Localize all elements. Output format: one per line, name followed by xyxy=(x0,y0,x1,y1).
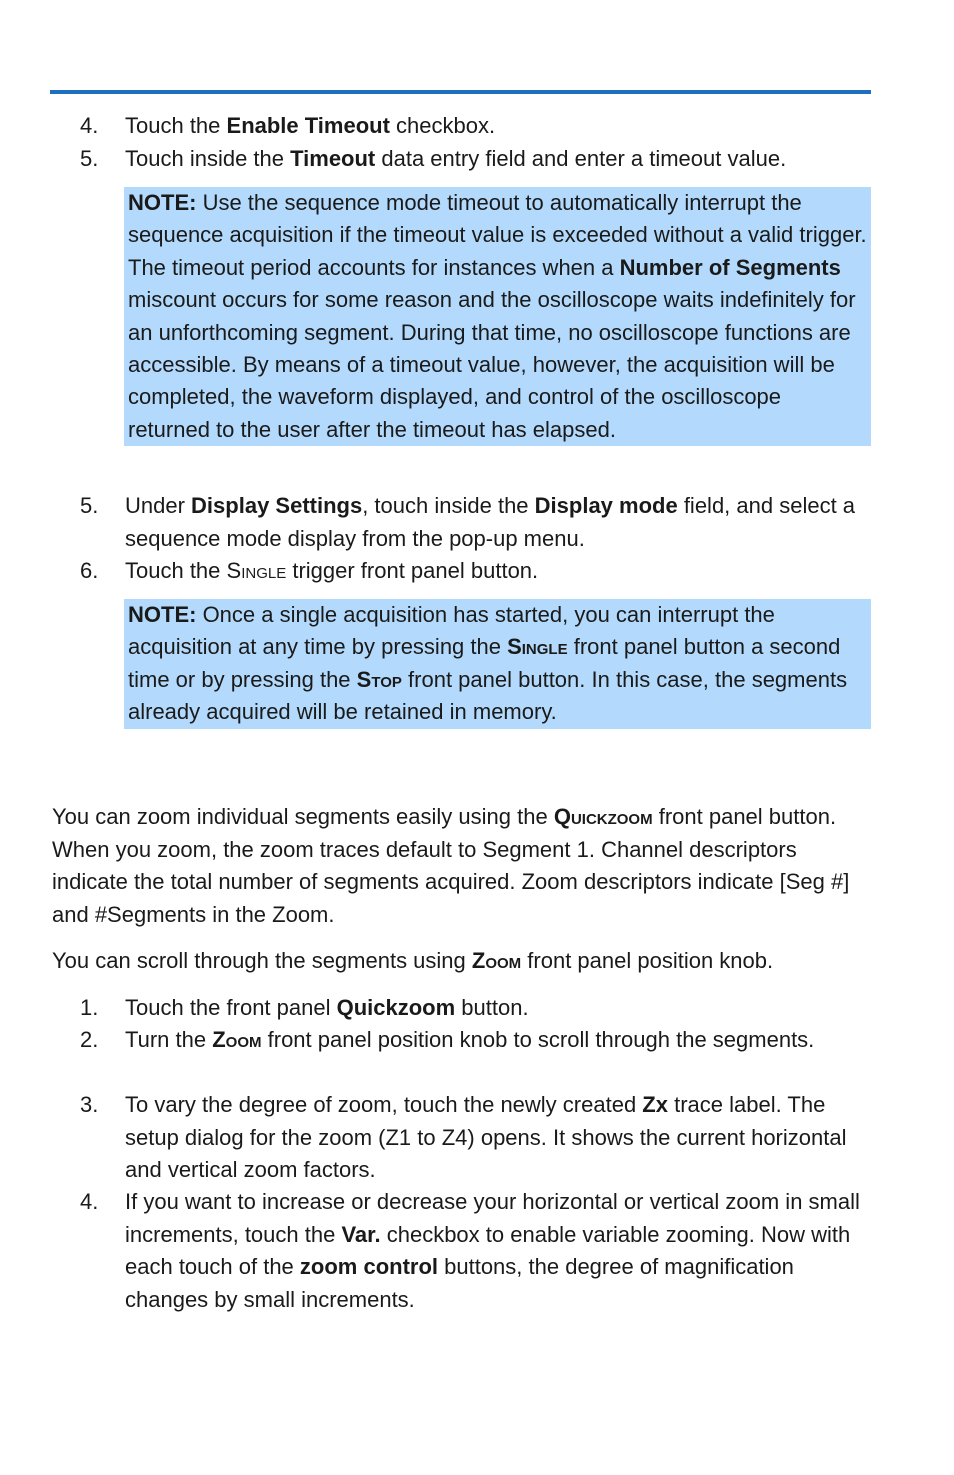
step-text xyxy=(125,1186,870,1316)
button-name: Stop xyxy=(356,666,402,692)
text-run: To vary the degree of zoom, touch the newly created xyxy=(125,1092,643,1117)
step-number: 2. xyxy=(80,1027,99,1052)
step-text xyxy=(125,555,870,588)
step-text xyxy=(125,110,870,143)
bold-term: Enable Timeout xyxy=(226,113,390,138)
text-run: front panel button. In this case, the segments already acquired will be retained in memory. xyxy=(128,666,848,725)
bold-term: Display mode xyxy=(534,493,678,518)
button-name: Zoom xyxy=(212,1027,262,1052)
text-run: checkbox to enable variable zooming. Now with each touch of the xyxy=(125,1221,851,1279)
text-run: Touch the xyxy=(125,113,227,138)
text-run: You can zoom individual segments easily using the xyxy=(52,804,554,829)
step-number: 3. xyxy=(80,1092,99,1117)
text-run: data entry field and enter a timeout value. xyxy=(375,146,787,171)
button-name: Single xyxy=(226,558,287,583)
step-text xyxy=(125,1089,870,1187)
bold-term: Zx xyxy=(642,1092,668,1117)
text-run: buttons, the degree of magnification changes by small increments. xyxy=(125,1254,794,1312)
button-name: Zoom xyxy=(471,948,522,973)
bold-term: Var. xyxy=(341,1221,381,1247)
bold-term: Timeout xyxy=(290,146,376,171)
step-text xyxy=(125,1024,870,1057)
text-run: Touch the xyxy=(125,558,227,583)
text-run: You can scroll through the segments using xyxy=(52,948,472,973)
text-run: If you want to increase or decrease your horizontal or vertical zoom in small increments, touch the xyxy=(125,1189,860,1247)
text-run: front panel position knob to scroll through the segments. xyxy=(261,1027,815,1052)
step-number: 4. xyxy=(80,1189,99,1214)
step-number: 6. xyxy=(80,558,99,583)
text-run: , touch inside the xyxy=(362,493,535,518)
step-text xyxy=(125,992,870,1025)
header-rule xyxy=(50,90,871,94)
button-name: Single xyxy=(507,634,568,660)
text-run: checkbox. xyxy=(389,113,496,138)
step-number: 4. xyxy=(80,113,99,138)
text-run: Touch inside the xyxy=(125,146,291,171)
body-paragraph xyxy=(52,945,872,978)
text-run: Turn the xyxy=(125,1027,213,1052)
bold-term: Display Settings xyxy=(191,493,363,518)
text-run: field, and select a sequence mode display from the pop-up menu. xyxy=(125,493,856,551)
text-run: front panel button. When you zoom, the zoom traces default to Segment 1. Channel descriptors indicate the total number of segments acquired. Zoom descriptors indicate [Seg #] and #Segments in the Zoom. xyxy=(52,804,850,927)
bold-term: NOTE: xyxy=(128,190,197,215)
text-run: trigger front panel button. xyxy=(286,558,539,583)
step-text xyxy=(125,490,870,555)
step-number: 1. xyxy=(80,995,99,1020)
text-run: Once a single acquisition has started, you can interrupt the acquisition at any time by pressing the xyxy=(128,602,775,660)
step-text xyxy=(125,143,870,176)
step-number: 5. xyxy=(80,493,99,518)
bold-term: NOTE: xyxy=(128,602,197,627)
text-run: trace label. The setup dialog for the zoom (Z1 to Z4) opens. It shows the current horizontal and vertical zoom factors. xyxy=(125,1092,847,1182)
bold-term: zoom control xyxy=(299,1254,439,1279)
text-run: miscount occurs for some reason and the oscilloscope waits indefinitely for an unforthcoming segment. During that time, no oscilloscope functions are accessible. By means of a timeout value, however, the acquisition will be completed, the waveform displayed, and control of the oscilloscope returned to the user after the timeout has elapsed. xyxy=(128,287,856,442)
text-run: front panel button a second time or by pressing the xyxy=(128,634,841,692)
text-run: Touch the front panel xyxy=(125,995,337,1020)
button-name: Quickzoom xyxy=(553,804,653,829)
text-run: Under xyxy=(125,493,192,518)
note-box xyxy=(124,599,871,729)
bold-term: Number of Segments xyxy=(619,254,841,280)
body-paragraph xyxy=(52,801,872,931)
text-run: button. xyxy=(455,995,529,1020)
note-box xyxy=(124,187,871,446)
text-run: Use the sequence mode timeout to automatically interrupt the sequence acquisition if the timeout value is exceeded without a valid trigger. The timeout period accounts for instances when a xyxy=(128,190,867,280)
bold-term: Quickzoom xyxy=(336,995,456,1020)
step-number: 5. xyxy=(80,146,99,171)
text-run: front panel position knob. xyxy=(521,948,774,973)
